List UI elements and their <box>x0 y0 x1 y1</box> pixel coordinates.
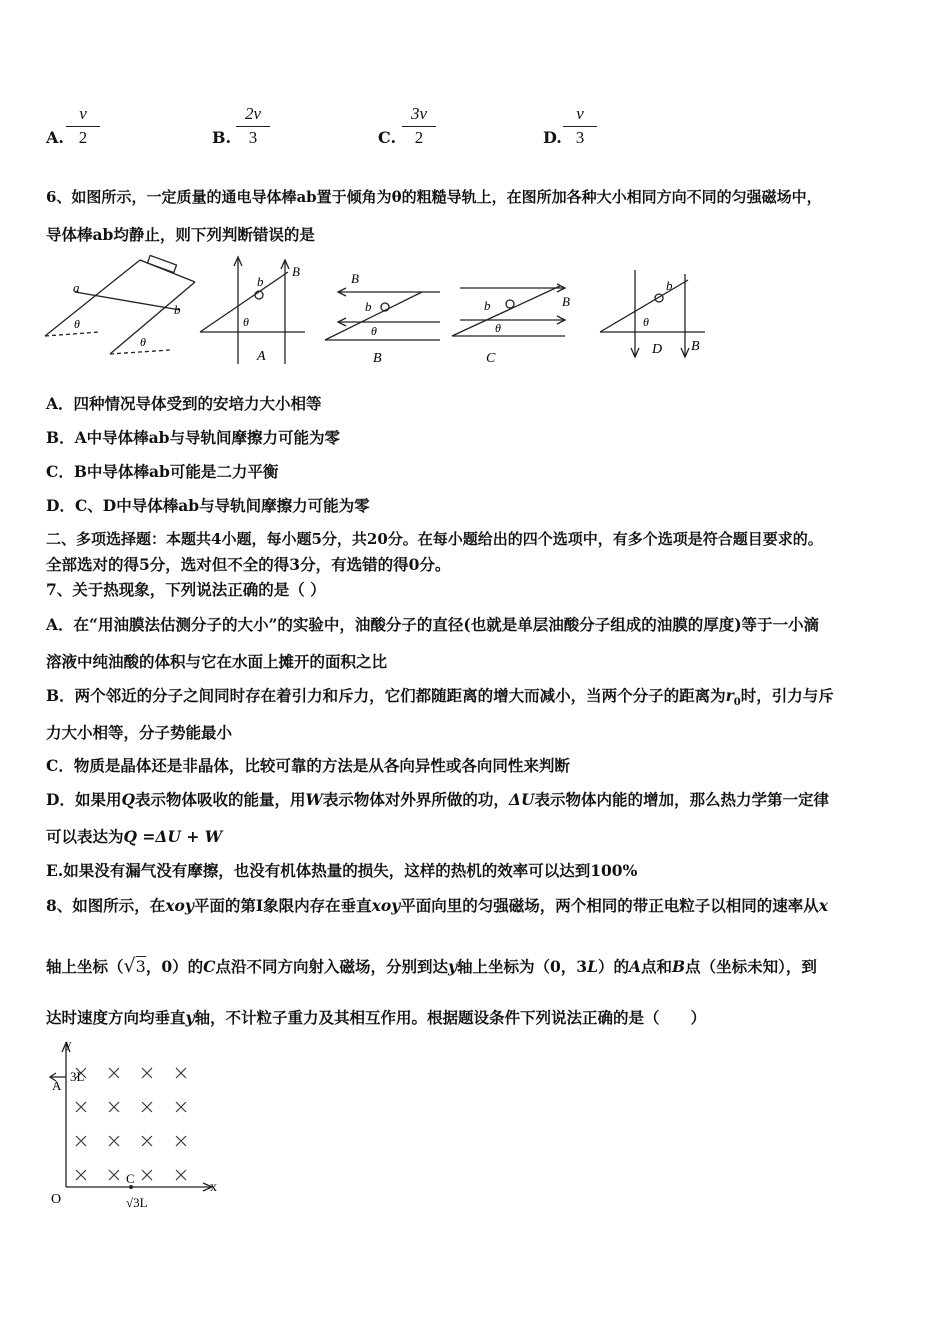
q7-option-b-line2: 力大小相等，分子势能最小 <box>46 723 233 742</box>
q6-label-fig-d: D <box>652 342 663 357</box>
svg-text:B: B <box>351 271 359 286</box>
q6-label-b: b <box>174 302 181 317</box>
label-a: A <box>52 1078 62 1093</box>
q7-option-c: C．物质是晶体还是非晶体，比较可靠的方法是从各向异性或各向同性来判断 <box>46 756 570 775</box>
svg-text:b: b <box>365 299 372 314</box>
q6-label-fig-c: C <box>486 351 496 366</box>
q6-figure-b <box>325 288 440 340</box>
label-o: O <box>51 1192 62 1207</box>
q6-label-fig-b: B <box>373 351 382 366</box>
q6-label-fig-a: A <box>257 349 266 364</box>
svg-text:b: b <box>666 278 673 293</box>
q6-stem-line2: 导体棒ab均静止，则下列判断错误的是 <box>46 225 315 244</box>
q6-option-b: B．A中导体棒ab与导轨间摩擦力可能为零 <box>46 428 341 447</box>
q6-figure <box>40 252 720 370</box>
svg-text:θ: θ <box>140 335 146 349</box>
label-sqrt3l: √3L <box>126 1195 148 1210</box>
q5-option-c-letter: C. <box>378 128 397 147</box>
q5-option-c-fraction: $\frac{3v}{2}$ <box>402 104 436 148</box>
q7-option-d-line1: D．如果用Q表示物体吸收的能量，用W表示物体对外界所做的功，ΔU表示物体内能的增加，那么热力学第一定律 <box>46 790 829 809</box>
q5-option-a-letter: A. <box>46 128 64 147</box>
svg-text:B: B <box>691 339 700 354</box>
q8-stem-line1: 8、如图所示，在xoy平面的第Ⅰ象限内存在垂直xoy平面向里的匀强磁场，两个相同的带正电粒子以相同的速率从x <box>46 896 829 915</box>
label-3l: 3L <box>70 1069 85 1084</box>
q5-option-b-fraction: $\frac{2v}{3}$ <box>236 104 270 148</box>
q6-figure-rails <box>45 255 195 354</box>
q5-option-b-letter: B. <box>212 128 232 147</box>
svg-text:θ: θ <box>643 315 649 329</box>
q7-option-a-line2: 溶液中纯油酸的体积与它在水面上摊开的面积之比 <box>46 652 388 671</box>
label-y: y <box>65 1036 72 1051</box>
svg-text:θ: θ <box>371 324 377 338</box>
label-x: x <box>210 1180 217 1195</box>
q6-option-a: A．四种情况导体受到的安培力大小相等 <box>46 394 322 413</box>
q6-stem-line1: 6、如图所示，一定质量的通电导体棒ab置于倾角为θ的粗糙导轨上，在图所加各种大小相同方向不同的匀强磁场中， <box>46 188 822 206</box>
q6-option-c: C．B中导体棒ab可能是二力平衡 <box>46 462 279 481</box>
svg-text:B: B <box>292 264 300 279</box>
q8-figure <box>40 1035 240 1217</box>
q5-option-a-fraction: $\frac{v}{2}$ <box>66 104 100 148</box>
q7-option-e: E.如果没有漏气没有摩擦，也没有机体热量的损失，这样的热机的效率可以达到100% <box>46 861 638 880</box>
svg-text:θ: θ <box>74 317 80 331</box>
svg-text:b: b <box>484 298 491 313</box>
q8-stem-line3: 达时速度方向均垂直y轴，不计粒子重力及其相互作用。根据题设条件下列说法正确的是（ ） <box>46 1008 707 1027</box>
q7-option-a-line1: A．在“用油膜法估测分子的大小”的实验中，油酸分子的直径(也就是单层油酸分子组成的油膜的厚度)等于一小滴 <box>46 615 820 634</box>
q6-figure-c <box>452 284 565 336</box>
svg-text:θ: θ <box>243 315 249 329</box>
q6-option-d: D．C、D中导体棒ab与导轨间摩擦力可能为零 <box>46 496 370 515</box>
q6-label-a: a <box>73 280 80 295</box>
svg-text:b: b <box>257 274 264 289</box>
section2-line1: 二、多项选择题：本题共4小题，每小题5分，共20分。在每小题给出的四个选项中，有多个选项是符合题目要求的。 <box>46 530 823 548</box>
magnetic-field-crosses <box>76 1068 186 1180</box>
q5-option-d-fraction: $\frac{v}{3}$ <box>563 104 597 148</box>
q6-figure-a <box>200 257 305 364</box>
q7-option-b-line1: B．两个邻近的分子之间同时存在着引力和斥力，它们都随距离的增大而减小，当两个分子的距离为$r_0$时，引力与斥 <box>46 686 834 709</box>
label-c: C <box>126 1171 135 1186</box>
section2-line2: 全部选对的得5分，选对但不全的得3分，有选错的得0分。 <box>46 555 451 574</box>
q5-option-d-letter: D. <box>543 128 562 147</box>
q7-option-d-line2: 可以表达为Q =ΔU + W <box>46 827 223 846</box>
svg-text:θ: θ <box>495 321 501 335</box>
q7-stem: 7、关于热现象，下列说法正确的是（ ） <box>46 580 326 599</box>
svg-text:B: B <box>562 294 570 309</box>
q8-stem-line2: 轴上坐标（√3，0）的C点沿不同方向射入磁场，分别到达y轴上坐标为（0，3L）的A点和B点（坐标未知），到 <box>46 955 817 977</box>
